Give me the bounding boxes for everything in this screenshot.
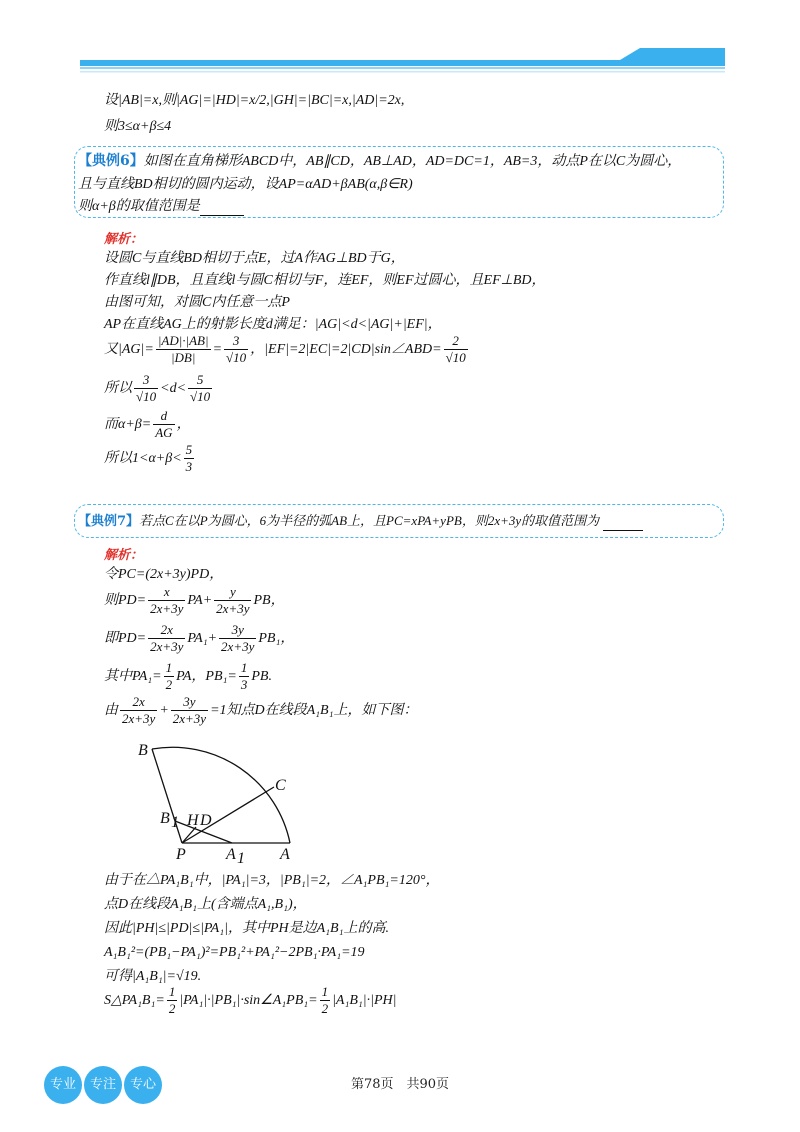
s7-l11-frac-2-den: 2 [321,1001,329,1017]
solution6-line-3: 由图可知，对圆C内任意一点P [104,295,290,310]
s6-frac-3-sqrt10 [224,333,248,366]
solution7-line-6: 由于在△PA₁B₁中，|PA₁|=3，|PB₁|=2，∠A₁PB₁=120°， [104,873,440,888]
solution7-line-4 [104,660,272,694]
s7-l2-frac-x [148,584,185,617]
s6-frac-2-sqrt10 [444,333,468,366]
solution7-line-8: 因此|PH|≤|PD|≤|PA₁|，其中PH是边A₁B₁上的高. [104,921,389,936]
top-line-2: 则3≤α+β≤4 [104,119,172,134]
s6-l6-frac-right-num: 5 [188,372,212,389]
s7-l4a: 其中PA₁= [104,669,162,684]
s6-l6-frac-right-den: √10 [190,389,211,405]
s6-l7c: ， [176,417,191,432]
s6-l6-frac-left-num: 3 [134,372,158,389]
label-p: P [176,846,186,863]
solution7-line-1: 令PC=(2x+3y)PD， [104,567,224,582]
s7-l5-frac-2x-den: 2x+3y [122,711,156,727]
s7-l5-frac-3y-den: 2x+3y [172,711,207,727]
s6-l7a: 而α+β= [104,417,152,432]
label-h: H [187,812,199,829]
s7-l5a: 由 [104,703,118,718]
s7-l4e: PB. [251,669,272,684]
s7-l11-frac-1-num: 1 [168,984,176,1000]
example7-line [78,512,643,531]
solution6-line-6 [104,372,214,406]
s7-l5-frac-2x [120,694,157,727]
solution6-line-5 [104,333,470,367]
solution7-line-7: 点D在线段A₁B₁上(含端点A₁,B₁)， [104,897,307,912]
s7-l2a: 则PD= [104,593,147,608]
footer-circle-1: 专业 [44,1066,82,1104]
s6-frac-3-num: 3 [224,333,248,350]
s7-l5e: =1知点D在线段A₁B₁上，如下图： [210,703,418,718]
label-b1: B [160,810,170,827]
footer-circle-3: 专心 [124,1066,162,1104]
solution7-line-11 [104,984,396,1018]
header-decoration [0,0,800,80]
s6-l6-frac-right [188,372,212,405]
s7-l2e: PB， [253,593,285,608]
s7-l3c: PA₁+ [187,631,218,646]
s7-l3e: PB₁， [258,631,295,646]
solution7-line-2 [104,584,285,618]
answer-blank-7[interactable] [603,516,643,531]
s7-l3-frac-2x-den: 2x+3y [150,639,184,655]
example7-tag: 【典例7】 [78,514,140,529]
s6-l5a: 又|AG|= [104,342,154,357]
example6-line-2: 且与直线BD相切的圆内运动，设AP=αAD+βAB(α,β∈R) [78,177,413,192]
s7-l2-frac-y-num: y [214,584,251,601]
solution7-label: 解析： [104,548,144,563]
solution7-line-9: A₁B₁²=(PB₁−PA₁)²=PB₁²+PA₁²−2PB₁·PA₁=19 [104,945,365,960]
label-b1-sub: 1 [171,814,179,831]
label-a1: A [226,846,236,863]
s7-l11a: S△PA₁B₁= [104,993,165,1008]
s7-l3-frac-2x [148,622,185,655]
s7-l11-frac-1-den: 2 [168,1001,176,1017]
top-line-1: 设|AB|=x,则|AG|=|HD|=x/2,|GH|=|BC|=x,|AD|=2x, [104,93,405,108]
s7-l11e: |A₁B₁|·|PH| [332,993,397,1008]
s7-l3a: 即PD= [104,631,147,646]
s7-l4-frac-half-den: 2 [165,677,173,693]
s6-l7-frac-den: AG [155,425,173,441]
s7-l11-frac-2-num: 1 [321,984,329,1000]
s7-l11c: |PA₁|·|PB₁|·sin∠A₁PB₁= [179,993,318,1008]
geometry-figure [132,735,302,865]
example6-text-3: 则α+β的取值范围是 [78,199,200,214]
s6-frac-2-den: √10 [445,350,466,366]
example6-line-3 [78,198,244,216]
s6-l8-frac-den: 3 [185,459,193,475]
page-number: 第78页 共90页 [350,1077,450,1092]
s7-l2c: PA+ [187,593,213,608]
s6-l7-frac-num: d [153,408,174,425]
footer-circle-2: 专注 [84,1066,122,1104]
s7-l4-frac-third-num: 1 [240,660,248,676]
s7-l11-frac-1 [167,984,178,1017]
s7-l5c: + [159,703,169,718]
s6-l7-frac [153,408,174,441]
solution6-line-1: 设圆C与直线BD相切于点E，过A作AG⊥BD于G， [104,251,405,266]
s6-l6c: <d< [160,381,187,396]
example6-line-1 [78,152,681,171]
answer-blank[interactable] [200,201,244,216]
s7-l2-frac-y [214,584,251,617]
s6-l6a: 所以 [104,381,132,396]
solution7-line-10: 可得|A₁B₁|=√19. [104,969,202,984]
s6-l5c: = [212,342,223,357]
s6-frac-ag-num: |AD|·|AB| [157,333,209,349]
s7-l3-frac-3y-num: 3y [219,622,256,639]
solution6-line-7 [104,408,191,442]
s7-l3-frac-3y-den: 2x+3y [221,639,255,655]
s7-l3-frac-2x-num: 2x [148,622,185,639]
s7-l5-frac-2x-num: 2x [120,694,157,711]
s6-frac-ag [156,333,211,366]
s7-l2-frac-y-den: 2x+3y [216,601,250,617]
label-b: B [138,742,148,759]
s6-l8-frac-num: 5 [185,442,193,458]
example7-text: 若点C在以P为圆心，6为半径的弧AB上，且PC=xPA+yPB，则2x+3y的取值范围为 [139,513,600,528]
solution7-line-3 [104,622,294,656]
s7-l4-frac-third [239,660,250,693]
s7-l5-frac-3y [171,694,208,727]
label-a: A [280,846,290,863]
example6-text-1: 如图在直角梯形ABCD中，AB∥CD，AB⊥AD，AD=DC=1，AB=3，动点P在以C为圆心， [143,154,682,169]
s7-l4-frac-half-num: 1 [165,660,173,676]
s7-l3-frac-3y [219,622,256,655]
solution6-line-4: AP在直线AG上的射影长度d满足：|AG|<d<|AG|+|EF|， [104,317,442,332]
s6-l8a: 所以1<α+β< [104,451,182,466]
label-c: C [275,777,286,794]
s7-l4c: PA，PB₁= [176,669,237,684]
example6-tag: 【典例6】 [78,153,144,169]
solution7-line-5 [104,694,417,728]
solution6-line-8 [104,442,196,476]
s7-l2-frac-x-den: 2x+3y [150,601,184,617]
s7-l11-frac-2 [320,984,331,1017]
s6-l6-frac-left [134,372,158,405]
s6-frac-ag-den: |DB| [170,350,196,366]
s7-l2-frac-x-num: x [148,584,185,601]
s7-l5-frac-3y-num: 3y [171,694,208,711]
solution6-line-2: 作直线l∥DB，且直线l与圆C相切与F，连EF，则EF过圆心，且EF⊥BD， [104,273,546,288]
s7-l4-frac-third-den: 3 [240,677,248,693]
s7-l4-frac-half [164,660,175,693]
solution6-label: 解析： [104,232,144,247]
s6-frac-2-num: 2 [444,333,468,350]
s6-l8-frac [184,442,195,475]
s6-frac-3-den: √10 [226,350,247,366]
label-a1-sub: 1 [237,850,245,865]
label-d: D [200,812,212,829]
s6-l6-frac-left-den: √10 [136,389,157,405]
s6-l5e: ，|EF|=2|EC|=2|CD|sin∠ABD= [250,342,442,357]
